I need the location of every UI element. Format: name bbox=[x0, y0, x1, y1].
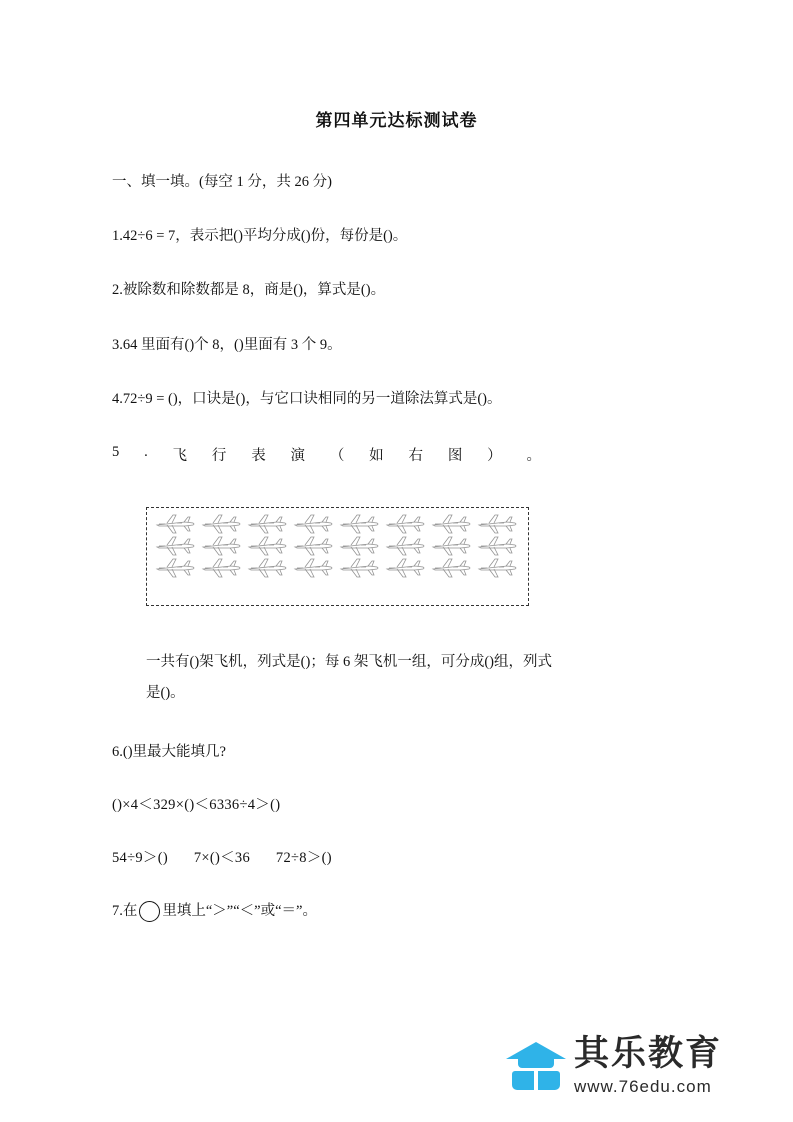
airplane-icon bbox=[337, 513, 383, 535]
airplane-icon bbox=[337, 535, 383, 557]
airplane-icon bbox=[383, 535, 429, 557]
q5-char-0: 5 bbox=[112, 443, 120, 460]
circle-blank-icon bbox=[139, 901, 160, 922]
q5-char-9: 图 bbox=[447, 447, 463, 464]
question-7 bbox=[112, 900, 681, 923]
airplane-icon bbox=[245, 513, 291, 535]
airplane-icon bbox=[199, 557, 245, 579]
question-2: 2.被除数和除数都是 8，商是()，算式是()。 bbox=[112, 282, 386, 299]
question-6: 6.()里最大能填几? bbox=[112, 743, 226, 760]
q6-ineq-c: 72÷8＞() bbox=[275, 850, 332, 867]
q6-ineq-b: 7×()＜36 bbox=[193, 850, 251, 867]
plane-grid bbox=[153, 513, 525, 579]
q5-char-3: 行 bbox=[211, 447, 227, 464]
q5-char-11: 。 bbox=[526, 447, 541, 464]
airplane-icon bbox=[383, 513, 429, 535]
question-4: 4.72÷9 = ()，口诀是()，与它口诀相同的另一道除法算式是()。 bbox=[112, 390, 502, 407]
watermark-text bbox=[574, 1036, 722, 1095]
q5-char-8: 右 bbox=[408, 447, 423, 464]
q5-char-7: 如 bbox=[369, 447, 384, 464]
question-6-row-1: ()×4＜329×()＜6336÷4＞() bbox=[112, 797, 281, 813]
q6-ineq-a: 54÷9＞() bbox=[112, 850, 168, 867]
brand-url: www.76edu.com bbox=[574, 1077, 712, 1096]
question-1: 1.42÷6 = 7，表示把()平均分成()份，每份是()。 bbox=[112, 228, 408, 245]
airplane-icon bbox=[475, 557, 521, 579]
watermark-logo bbox=[506, 1036, 722, 1095]
airplane-icon bbox=[245, 535, 291, 557]
q5-char-1: . bbox=[144, 443, 148, 460]
brand-name: 其乐教育 bbox=[574, 1034, 723, 1073]
airplane-icon bbox=[291, 557, 337, 579]
airplane-icon bbox=[153, 535, 199, 557]
question-6-row-2 bbox=[112, 847, 681, 870]
q5-char-5: 演 bbox=[290, 447, 306, 464]
plane-formation-figure bbox=[146, 507, 529, 606]
airplane-icon bbox=[153, 513, 199, 535]
q5-char-4: 表 bbox=[251, 447, 266, 464]
question-5-line-1: 一共有()架飞机，列式是()；每 6 架飞机一组，可分成()组，列式 bbox=[146, 653, 552, 670]
q5-char-6: （ bbox=[329, 447, 345, 464]
airplane-icon bbox=[475, 513, 521, 535]
book-shape bbox=[512, 1071, 560, 1090]
section-heading-1: 一、填一填。(每空 1 分，共 26 分) bbox=[112, 174, 332, 190]
q5-char-2: 飞 bbox=[172, 447, 188, 464]
page-title: 第四单元达标测试卷 bbox=[315, 111, 478, 130]
airplane-icon bbox=[153, 557, 199, 579]
question-5-line-2: 是()。 bbox=[146, 684, 185, 701]
airplane-icon bbox=[337, 557, 383, 579]
question-3: 3.64 里面有()个 8，()里面有 3 个 9。 bbox=[112, 336, 342, 353]
cap-top bbox=[506, 1042, 566, 1059]
airplane-icon bbox=[429, 513, 475, 535]
airplane-icon bbox=[429, 557, 475, 579]
airplane-icon bbox=[429, 535, 475, 557]
graduation-cap-icon bbox=[506, 1038, 566, 1094]
question-7-prefix: 7.在 bbox=[112, 903, 138, 920]
airplane-icon bbox=[383, 557, 429, 579]
airplane-icon bbox=[199, 513, 245, 535]
question-7-suffix: 里填上“＞”“＜”或“＝”。 bbox=[162, 903, 317, 920]
airplane-icon bbox=[291, 535, 337, 557]
airplane-icon bbox=[291, 513, 337, 535]
question-5-heading bbox=[112, 444, 681, 465]
airplane-icon bbox=[475, 535, 521, 557]
airplane-icon bbox=[199, 535, 245, 557]
airplane-icon bbox=[245, 557, 291, 579]
cap-band bbox=[518, 1059, 554, 1068]
q5-char-10: ） bbox=[487, 447, 502, 464]
